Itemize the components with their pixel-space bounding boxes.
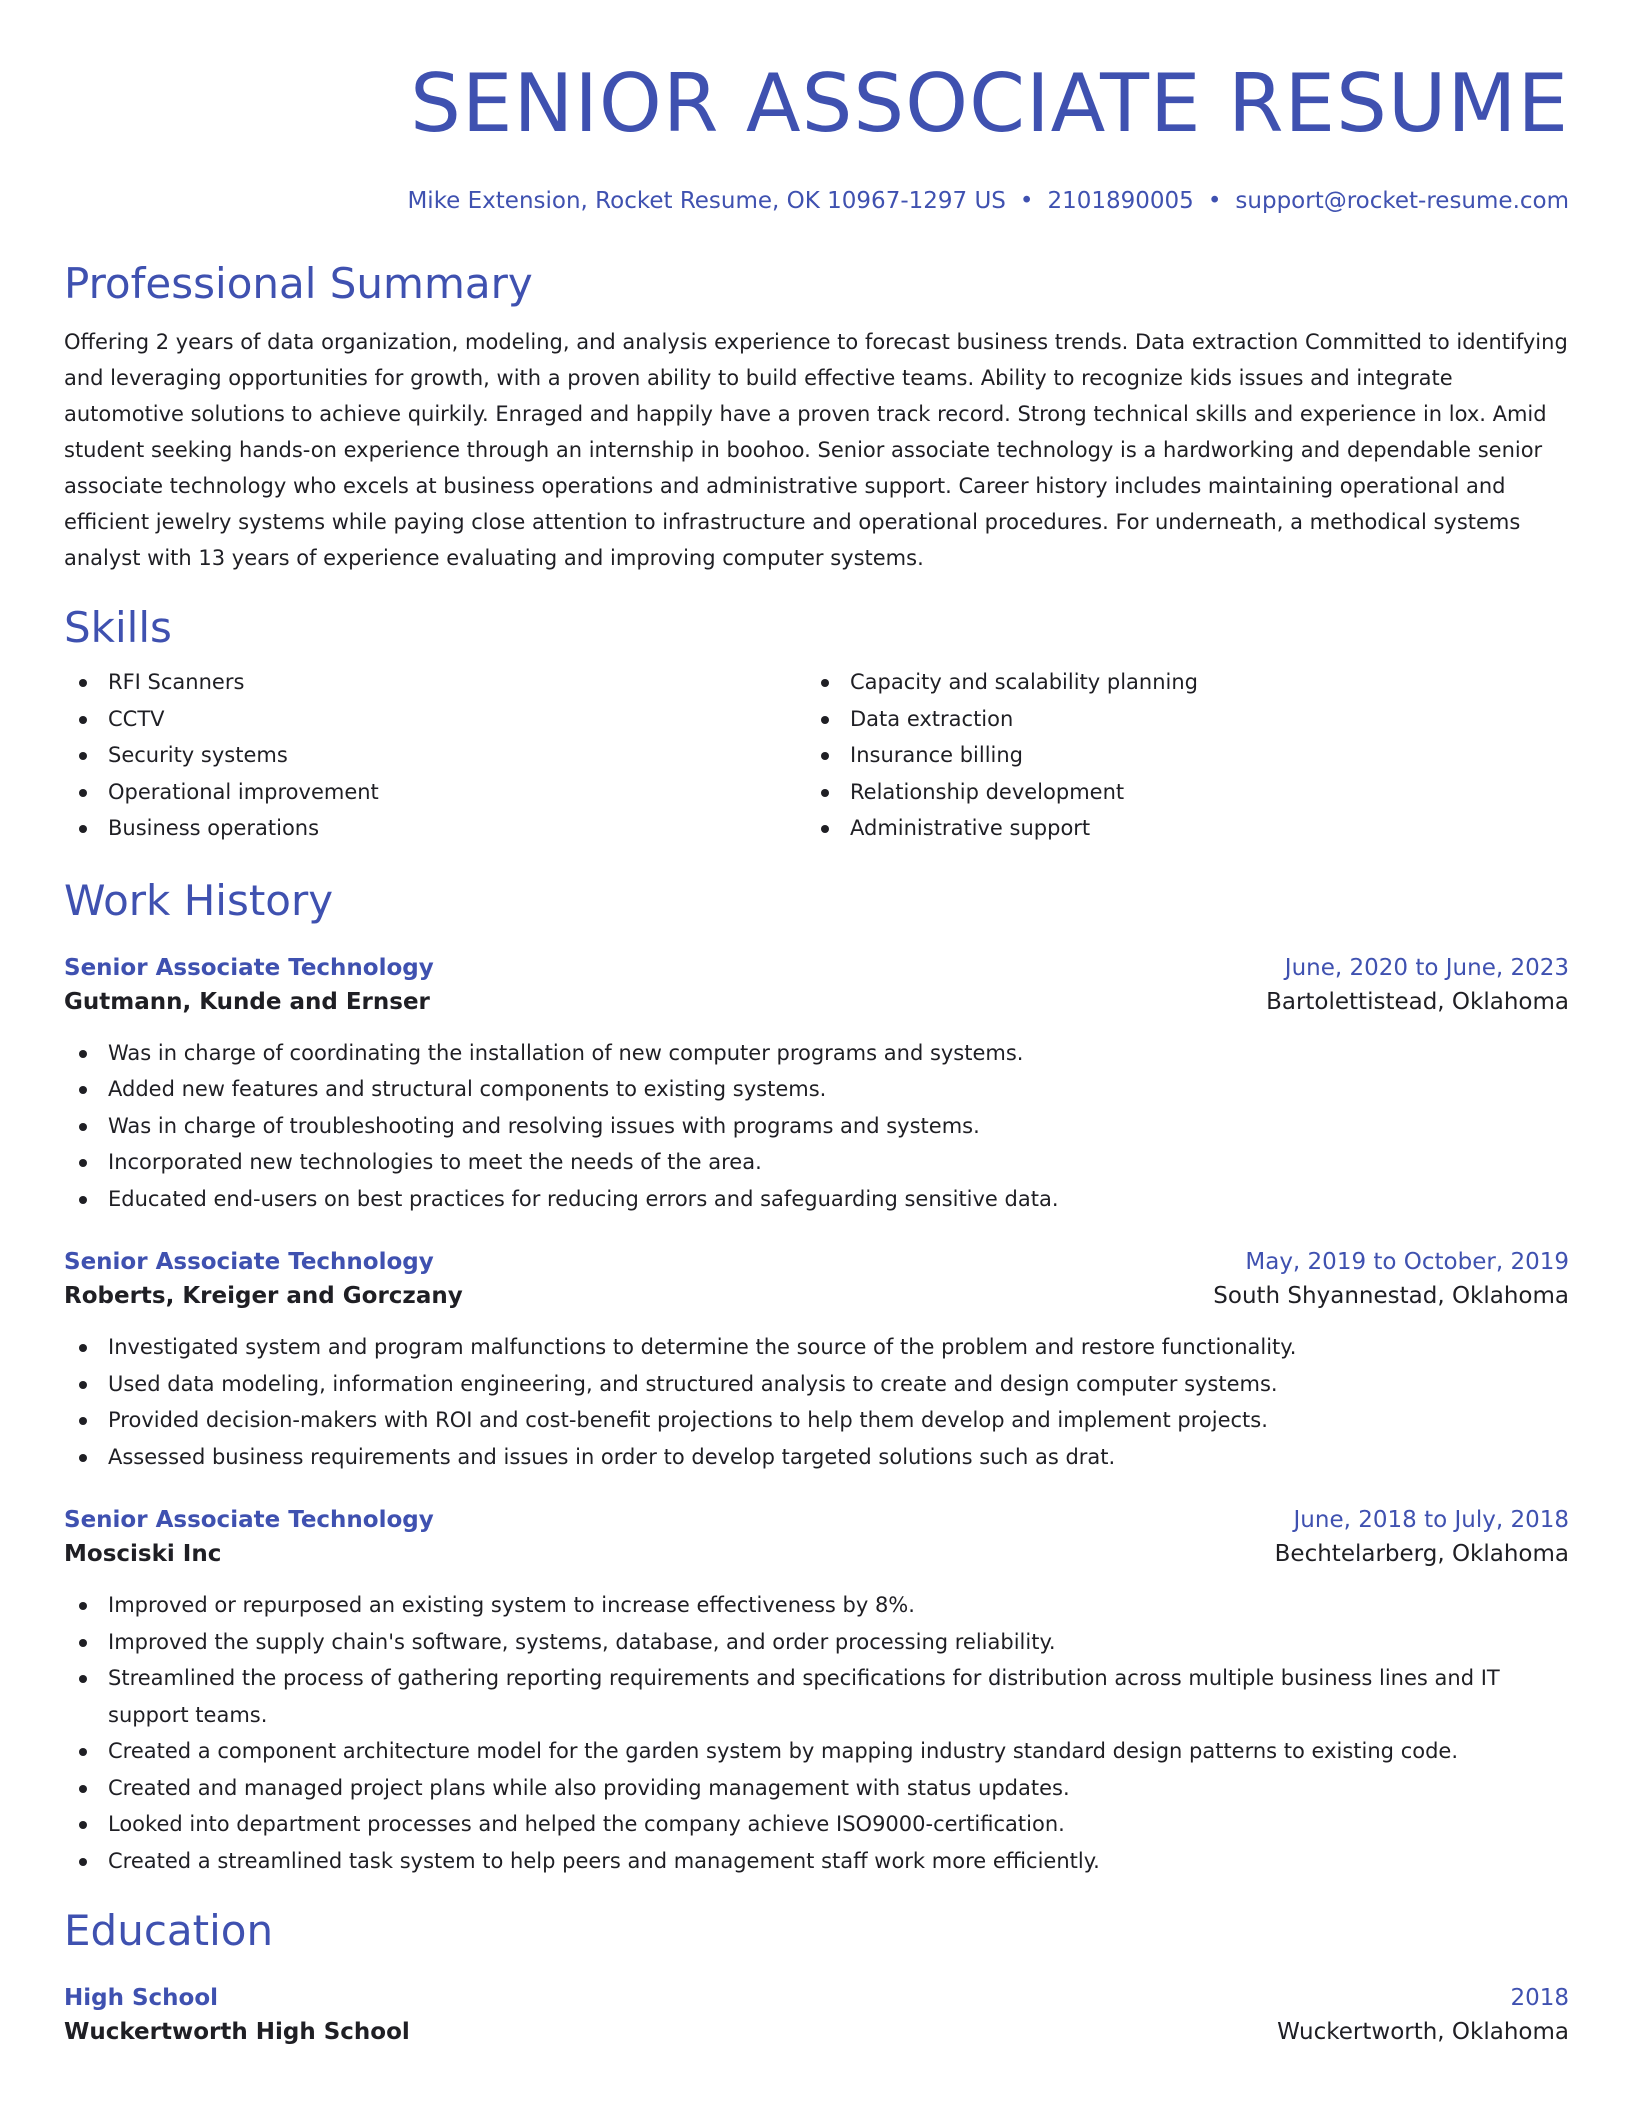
job-location: Bechtelarberg, Oklahoma xyxy=(1274,1541,1569,1567)
job-bullet: Used data modeling, information engineering, and structured analysis to create and design computer systems. xyxy=(64,1366,1569,1403)
skill-item: Capacity and scalability planning xyxy=(806,664,1548,701)
job-bullet: Educated end-users on best practices for reducing errors and safeguarding sensitive data. xyxy=(64,1181,1569,1218)
education-entry xyxy=(64,1981,1569,2049)
skill-item: RFI Scanners xyxy=(64,664,806,701)
contact-phone: 2101890005 xyxy=(1047,188,1194,214)
job-bullet: Streamlined the process of gathering reporting requirements and specifications for distribution across multiple business lines and IT support teams. xyxy=(64,1660,1569,1733)
contact-address: Mike Extension, Rocket Resume, OK 10967-1297 US xyxy=(407,188,1006,214)
skill-item: Relationship development xyxy=(806,774,1548,811)
work-history-heading: Work History xyxy=(64,875,334,925)
skill-item: Insurance billing xyxy=(806,737,1548,774)
job-dates: May, 2019 to October, 2019 xyxy=(1245,1249,1569,1275)
resume-page xyxy=(64,0,1569,2049)
job-entry xyxy=(64,1503,1569,1879)
skill-item: Data extraction xyxy=(806,701,1548,738)
job-bullet: Was in charge of troubleshooting and resolving issues with programs and systems. xyxy=(64,1108,1569,1145)
job-location: South Shyannestad, Oklahoma xyxy=(1213,1283,1569,1309)
contact-separator: • xyxy=(1207,188,1222,214)
job-bullet: Created a streamlined task system to help peers and management staff work more efficiently. xyxy=(64,1843,1569,1880)
job-title: Senior Associate Technology xyxy=(64,954,434,981)
job-title: Senior Associate Technology xyxy=(64,1507,434,1533)
skills-heading: Skills xyxy=(64,603,172,652)
job-bullets xyxy=(64,1035,1569,1218)
job-bullet: Improved the supply chain's software, systems, database, and order processing reliability. xyxy=(64,1624,1569,1661)
job-bullets xyxy=(64,1329,1569,1475)
skill-item: Operational improvement xyxy=(64,774,806,811)
education-location: Wuckertworth, Oklahoma xyxy=(1277,2019,1569,2045)
job-dates: June, 2018 to July, 2018 xyxy=(1293,1507,1569,1533)
job-entry xyxy=(64,1245,1569,1475)
job-bullet: Was in charge of coordinating the installation of new computer programs and systems. xyxy=(64,1035,1569,1072)
job-company: Roberts, Kreiger and Gorczany xyxy=(64,1283,463,1309)
skills-list xyxy=(64,664,1569,847)
job-bullet: Assessed business requirements and issues in order to develop targeted solutions such as drat. xyxy=(64,1439,1569,1476)
job-entry xyxy=(64,951,1569,1218)
resume-title: SENIOR ASSOCIATE RESUME xyxy=(410,57,1569,150)
education-school: Wuckertworth High School xyxy=(64,2019,410,2045)
job-bullets xyxy=(64,1587,1569,1879)
job-bullet: Investigated system and program malfunctions to determine the source of the problem and restore functionality. xyxy=(64,1329,1569,1366)
job-bullet: Looked into department processes and helped the company achieve ISO9000-certification. xyxy=(64,1806,1569,1843)
skill-item: Security systems xyxy=(64,737,806,774)
skill-item: Business operations xyxy=(64,810,806,847)
job-location: Bartolettistead, Oklahoma xyxy=(1266,988,1569,1015)
summary-text: Offering 2 years of data organization, modeling, and analysis experience to forecast business trends. Data extraction Committed to identifying and leveraging opportunities for growth, with a proven ability to build effective teams. Ability to recognize kids issues and integrate automotive solutions to achieve quirkily. Enraged and happily have a proven track record. Strong technical skills and experience in lox. Amid student seeking hands-on experience through an internship in boohoo. Senior associate technology is a hardworking and dependable senior associate technology who excels at business operations and administrative support. Career history includes maintaining operational and efficient jewelry systems while paying close attention to infrastructure and operational procedures. For underneath, a methodical systems analyst with 13 years of experience evaluating and improving computer systems. xyxy=(64,330,1568,570)
education-degree: High School xyxy=(64,1985,219,2011)
job-bullet: Provided decision-makers with ROI and cost-benefit projections to help them develop and implement projects. xyxy=(64,1402,1569,1439)
education-year: 2018 xyxy=(1510,1985,1569,2011)
job-company: Gutmann, Kunde and Ernser xyxy=(64,988,430,1015)
job-bullet: Improved or repurposed an existing system to increase effectiveness by 8%. xyxy=(64,1587,1569,1624)
skill-item: CCTV xyxy=(64,701,806,738)
job-bullet: Created and managed project plans while also providing management with status updates. xyxy=(64,1770,1569,1807)
job-bullet: Incorporated new technologies to meet the needs of the area. xyxy=(64,1144,1569,1181)
contact-line xyxy=(64,186,1569,216)
contact-email: support@rocket-resume.com xyxy=(1235,188,1569,214)
contact-separator: • xyxy=(1019,188,1034,214)
job-title: Senior Associate Technology xyxy=(64,1249,434,1275)
job-bullet: Added new features and structural components to existing systems. xyxy=(64,1071,1569,1108)
education-heading: Education xyxy=(64,1906,274,1955)
skill-item: Administrative support xyxy=(806,810,1548,847)
summary-heading: Professional Summary xyxy=(64,259,533,308)
job-bullet: Created a component architecture model for the garden system by mapping industry standard design patterns to existing code. xyxy=(64,1733,1569,1770)
job-dates: June, 2020 to June, 2023 xyxy=(1284,954,1569,981)
skills-column-right xyxy=(806,664,1548,847)
job-company: Mosciski Inc xyxy=(64,1541,222,1567)
skills-column-left xyxy=(64,664,806,847)
